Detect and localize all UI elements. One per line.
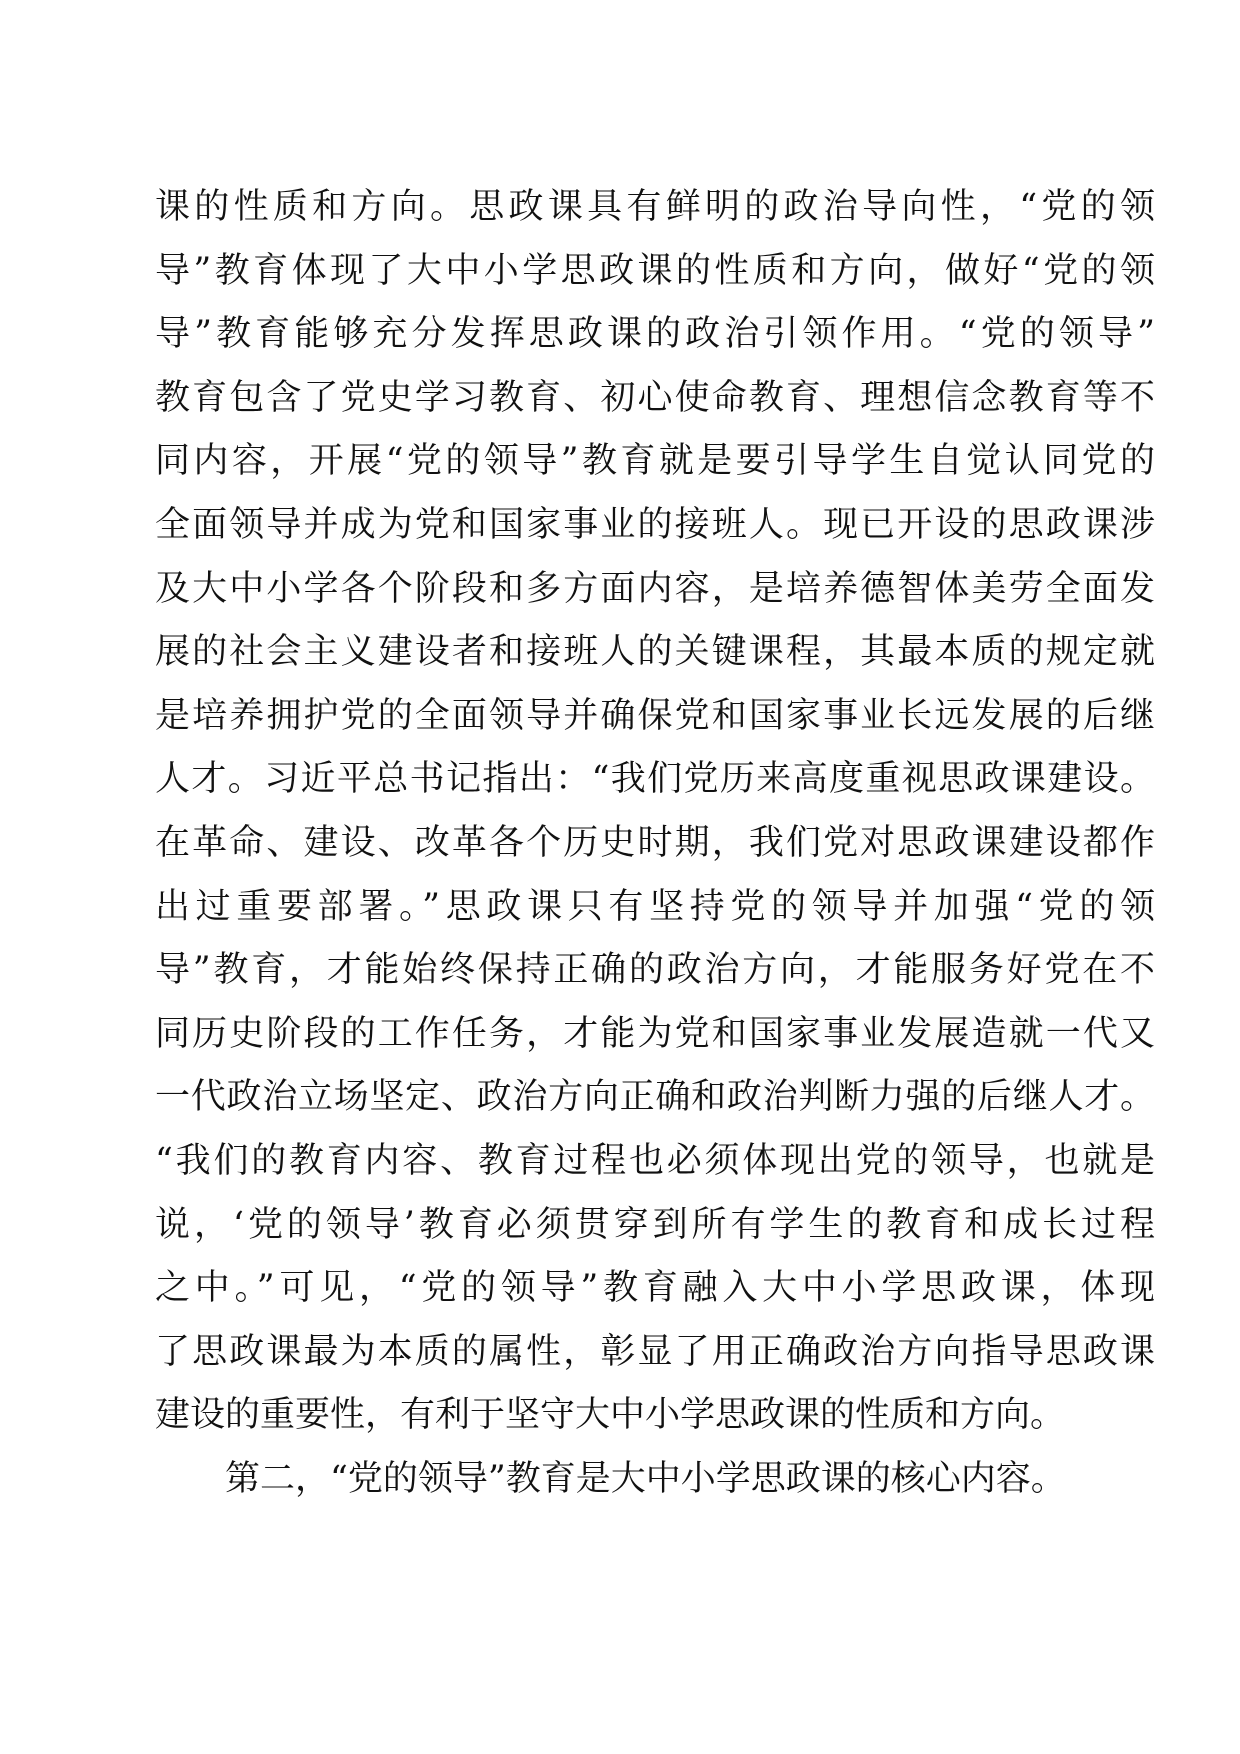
text-line: 课的性质和方向。思政课具有鲜明的政治导向性，“党的领 bbox=[155, 187, 1155, 227]
text-line: 导”教育体现了大中小学思政课的性质和方向，做好“党的领 bbox=[155, 250, 1155, 291]
text-line: 是培养拥护党的全面领导并确保党和国家事业长远发展的后继 bbox=[155, 695, 1155, 736]
text-line: “我们的教育内容、教育过程也必须体现出党的领导，也就是 bbox=[155, 1140, 1155, 1181]
text-line: 导”教育，才能始终保持正确的政治方向，才能服务好党在不 bbox=[155, 950, 1155, 991]
text-line: 及大中小学各个阶段和多方面内容，是培养德智体美劳全面发 bbox=[155, 568, 1155, 609]
text-line: 在革命、建设、改革各个历史时期，我们党对思政课建设都作 bbox=[155, 822, 1155, 863]
paragraph-first-line: 第二，“党的领导”教育是大中小学思政课的核心内容。 bbox=[225, 1458, 1066, 1499]
text-line: 导”教育能够充分发挥思政课的政治引领作用。“党的领导” bbox=[155, 314, 1155, 355]
body-text bbox=[155, 185, 1155, 1520]
text-line: 出过重要部署。”思政课只有坚持党的领导并加强“党的领 bbox=[155, 886, 1155, 927]
text-line: 建设的重要性，有利于坚守大中小学思政课的性质和方向。 bbox=[155, 1395, 1066, 1436]
text-line: 同内容，开展“党的领导”教育就是要引导学生自觉认同党的 bbox=[155, 441, 1155, 482]
text-line: 教育包含了党史学习教育、初心使命教育、理想信念教育等不 bbox=[155, 377, 1155, 418]
text-line: 了思政课最为本质的属性，彰显了用正确政治方向指导思政课 bbox=[155, 1331, 1155, 1372]
text-line: 之中。”可见，“党的领导”教育融入大中小学思政课，体现 bbox=[155, 1268, 1155, 1309]
text-line: 展的社会主义建设者和接班人的关键课程，其最本质的规定就 bbox=[155, 632, 1155, 673]
text-line: 同历史阶段的工作任务，才能为党和国家事业发展造就一代又 bbox=[155, 1013, 1155, 1054]
text-line: 全面领导并成为党和国家事业的接班人。现已开设的思政课涉 bbox=[155, 504, 1155, 545]
text-line: 一代政治立场坚定、政治方向正确和政治判断力强的后继人才。 bbox=[155, 1077, 1155, 1118]
text-line: 人才。习近平总书记指出：“我们党历来高度重视思政课建设。 bbox=[155, 759, 1155, 800]
text-line: 说，‘党的领导’教育必须贯穿到所有学生的教育和成长过程 bbox=[155, 1204, 1155, 1245]
